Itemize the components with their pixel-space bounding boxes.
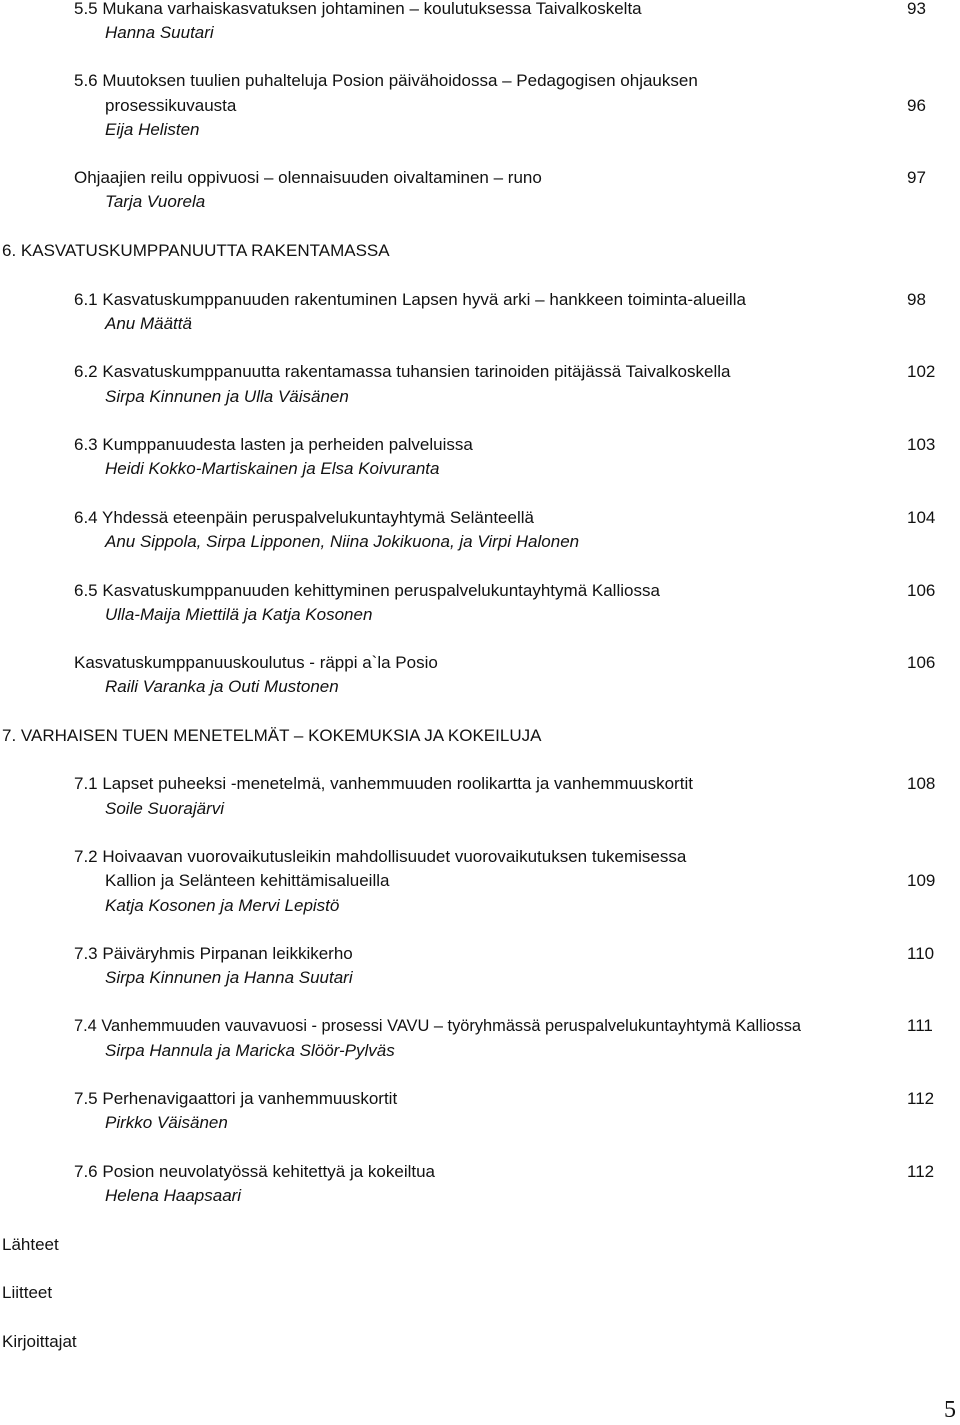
toc-page-number: 111 bbox=[907, 1016, 933, 1035]
toc-kirjoittajat: Kirjoittajat bbox=[2, 1332, 77, 1351]
toc-entry-title: 7.6 Posion neuvolatyössä kehitettyä ja kokeiltua bbox=[74, 1162, 436, 1181]
toc-entry-authors: Tarja Vuorela bbox=[105, 192, 206, 211]
toc-entry-title: 7.3 Päiväryhmis Pirpanan leikkikerho bbox=[74, 944, 353, 963]
toc-entry-authors: Katja Kosonen ja Mervi Lepistö bbox=[105, 896, 340, 915]
toc-entry-title: 5.5 Mukana varhaiskasvatuksen johtaminen – koulutuksessa Taivalkoskelta bbox=[74, 0, 642, 18]
toc-entry-authors: Sirpa Kinnunen ja Hanna Suutari bbox=[105, 968, 353, 987]
toc-entry-title: Ohjaajien reilu oppivuosi – olennaisuuden oivaltaminen – runo bbox=[74, 168, 542, 187]
toc-entry-title: 7.5 Perhenavigaattori ja vanhemmuuskortit bbox=[74, 1089, 398, 1108]
toc-chapter-heading: 6. KASVATUSKUMPPANUUTTA RAKENTAMASSA bbox=[2, 241, 390, 260]
toc-page-number: 108 bbox=[907, 774, 936, 793]
toc-entry-authors: Eija Helisten bbox=[105, 120, 200, 139]
toc-entry-title-cont: Kallion ja Selänteen kehittämisalueilla bbox=[105, 871, 390, 890]
toc-page-number: 102 bbox=[907, 362, 936, 381]
toc-liitteet: Liitteet bbox=[2, 1283, 53, 1302]
toc-entry-authors: Anu Sippola, Sirpa Lipponen, Niina Jokikuona, ja Virpi Halonen bbox=[105, 532, 580, 551]
toc-entry-authors: Helena Haapsaari bbox=[105, 1186, 242, 1205]
toc-entry-authors: Pirkko Väisänen bbox=[105, 1113, 228, 1132]
toc-entry-authors: Hanna Suutari bbox=[105, 23, 214, 42]
toc-page-number: 112 bbox=[907, 1162, 935, 1181]
toc-page-number: 103 bbox=[907, 435, 936, 454]
toc-page-number: 104 bbox=[907, 508, 936, 527]
toc-entry-title: 6.3 Kumppanuudesta lasten ja perheiden palveluissa bbox=[74, 435, 473, 454]
toc-entry-authors: Soile Suorajärvi bbox=[105, 799, 225, 818]
toc-entry-title: 6.5 Kasvatuskumppanuuden kehittyminen peruspalvelukuntayhtymä Kalliossa bbox=[74, 581, 660, 600]
toc-page-number: 93 bbox=[907, 0, 926, 18]
toc-entry-authors: Heidi Kokko-Martiskainen ja Elsa Koivuranta bbox=[105, 459, 440, 478]
toc-entry-title-cont: prosessikuvausta bbox=[105, 96, 237, 115]
page-number: 5 bbox=[944, 1397, 956, 1423]
toc-entry-title: 7.4 Vanhemmuuden vauvavuosi - prosessi VAVU – työryhmässä peruspalvelukuntayhtymä Kalliossa bbox=[74, 1017, 802, 1035]
toc-entry-authors: Raili Varanka ja Outi Mustonen bbox=[105, 677, 339, 696]
toc-entry-title: 5.6 Muutoksen tuulien puhalteluja Posion päivähoidossa – Pedagogisen ohjauksen bbox=[74, 71, 698, 90]
toc-entry-authors: Ulla-Maija Miettilä ja Katja Kosonen bbox=[105, 605, 373, 624]
toc-page-number: 97 bbox=[907, 168, 926, 187]
toc-page-number: 106 bbox=[907, 653, 936, 672]
toc-page-number: 112 bbox=[907, 1089, 935, 1108]
toc-chapter-heading: 7. VARHAISEN TUEN MENETELMÄT – KOKEMUKSIA JA KOKEILUJA bbox=[2, 726, 542, 745]
toc-entry-title: 6.4 Yhdessä eteenpäin peruspalvelukuntayhtymä Selänteellä bbox=[74, 508, 534, 527]
toc-entry-authors: Sirpa Kinnunen ja Ulla Väisänen bbox=[105, 387, 349, 406]
toc-entry-authors: Sirpa Hannula ja Maricka Slöör-Pylväs bbox=[105, 1041, 395, 1060]
toc-entry-title: 6.2 Kasvatuskumppanuutta rakentamassa tuhansien tarinoiden pitäjässä Taivalkoskella bbox=[74, 362, 731, 381]
toc-page-number: 109 bbox=[907, 871, 936, 890]
toc-entry-authors: Anu Määttä bbox=[105, 314, 192, 333]
toc-entry-title: 7.2 Hoivaavan vuorovaikutusleikin mahdollisuudet vuorovaikutuksen tukemisessa bbox=[74, 847, 687, 866]
toc-page-number: 106 bbox=[907, 581, 936, 600]
toc-entry-title: 6.1 Kasvatuskumppanuuden rakentuminen Lapsen hyvä arki – hankkeen toiminta-alueilla bbox=[74, 290, 746, 309]
toc-page-number: 98 bbox=[907, 290, 926, 309]
toc-page-number: 110 bbox=[907, 944, 935, 963]
toc-entry-title: 7.1 Lapset puheeksi -menetelmä, vanhemmuuden roolikartta ja vanhemmuuskortit bbox=[74, 774, 693, 793]
toc-entry-title: Kasvatuskumppanuuskoulutus - räppi a`la Posio bbox=[74, 653, 438, 672]
toc-lahteet: Lähteet bbox=[2, 1235, 59, 1254]
toc-page-number: 96 bbox=[907, 96, 926, 115]
